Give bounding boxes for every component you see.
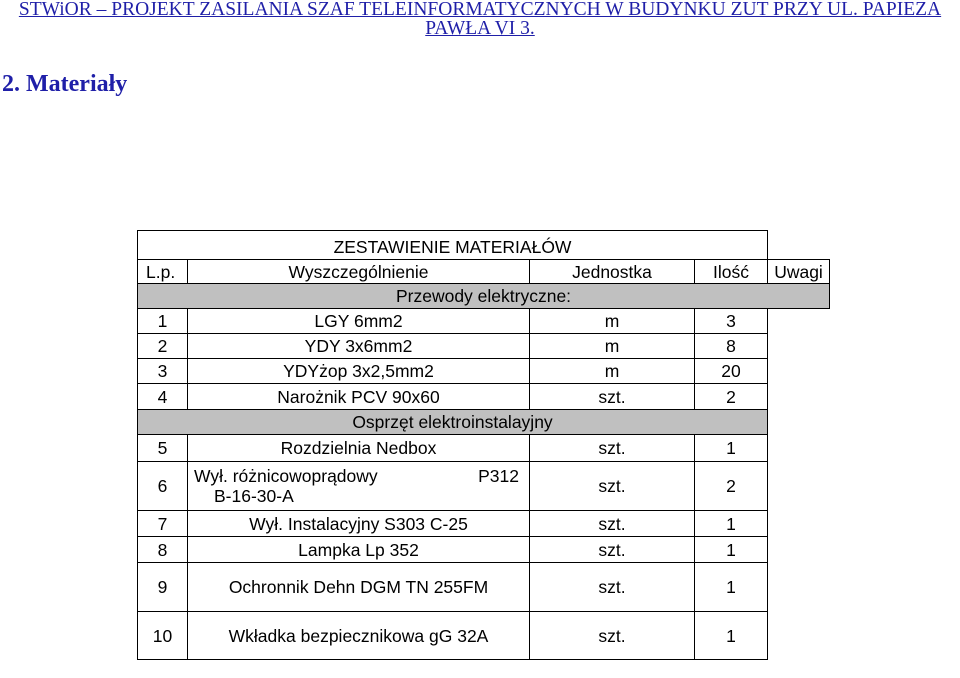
row-unit: m bbox=[530, 359, 695, 384]
row-unit: m bbox=[530, 334, 695, 359]
row-qty: 1 bbox=[695, 563, 768, 612]
header-line-1: STWiOR – PROJEKT ZASILANIA SZAF TELEINFORMATYCZNYCH W BUDYNKU ZUT PRZY UL. PAPIEZA bbox=[18, 0, 942, 20]
col-header-lp: L.p. bbox=[138, 260, 188, 284]
row-qty: 20 bbox=[695, 359, 768, 384]
header-line-2: PAWŁA VI 3. bbox=[425, 18, 535, 39]
row-lp: 10 bbox=[138, 612, 188, 660]
row-unit: m bbox=[530, 309, 695, 334]
row-name: Lampka Lp 352 bbox=[188, 537, 530, 563]
table-title: ZESTAWIENIE MATERIAŁÓW bbox=[138, 231, 768, 260]
group-row bbox=[138, 410, 830, 435]
row-unit: szt. bbox=[530, 612, 695, 660]
row-name: YDY 3x6mm2 bbox=[188, 334, 530, 359]
row-name: Rozdzielnia Nedbox bbox=[188, 435, 530, 462]
table-row bbox=[138, 511, 830, 537]
table-row bbox=[138, 384, 830, 410]
row-unit: szt. bbox=[530, 384, 695, 410]
table-header-row bbox=[138, 260, 830, 284]
row-name: YDYżop 3x2,5mm2 bbox=[188, 359, 530, 384]
row-name-part: Wył. różnicowoprądowy bbox=[194, 466, 378, 486]
row-unit: szt. bbox=[530, 435, 695, 462]
row-qty: 1 bbox=[695, 537, 768, 563]
col-header-name: Wyszczególnienie bbox=[188, 260, 530, 284]
row-name: Wkładka bezpiecznikowa gG 32A bbox=[188, 612, 530, 660]
materials-table bbox=[137, 230, 830, 660]
row-qty: 1 bbox=[695, 511, 768, 537]
row-name bbox=[188, 462, 530, 511]
document-header bbox=[0, 0, 960, 38]
row-lp: 7 bbox=[138, 511, 188, 537]
row-unit: szt. bbox=[530, 462, 695, 511]
row-lp: 2 bbox=[138, 334, 188, 359]
table-row bbox=[138, 462, 830, 511]
row-unit: szt. bbox=[530, 563, 695, 612]
col-header-notes: Uwagi bbox=[768, 260, 830, 284]
table-row bbox=[138, 334, 830, 359]
table-title-row bbox=[138, 231, 830, 260]
row-qty: 8 bbox=[695, 334, 768, 359]
table-row bbox=[138, 359, 830, 384]
table-row bbox=[138, 309, 830, 334]
row-name: Wył. Instalacyjny S303 C-25 bbox=[188, 511, 530, 537]
row-qty: 1 bbox=[695, 612, 768, 660]
row-qty: 2 bbox=[695, 384, 768, 410]
table-row bbox=[138, 537, 830, 563]
group-label: Przewody elektryczne: bbox=[138, 284, 830, 309]
row-qty: 1 bbox=[695, 435, 768, 462]
row-qty: 3 bbox=[695, 309, 768, 334]
table-row bbox=[138, 435, 830, 462]
table-row bbox=[138, 563, 830, 612]
row-lp: 1 bbox=[138, 309, 188, 334]
row-lp: 8 bbox=[138, 537, 188, 563]
row-name-part: P312 bbox=[478, 466, 519, 486]
table-row bbox=[138, 612, 830, 660]
group-label: Osprzęt elektroinstalayjny bbox=[138, 410, 768, 435]
row-unit: szt. bbox=[530, 511, 695, 537]
row-lp: 5 bbox=[138, 435, 188, 462]
row-lp: 6 bbox=[138, 462, 188, 511]
row-unit: szt. bbox=[530, 537, 695, 563]
row-name: Ochronnik Dehn DGM TN 255FM bbox=[188, 563, 530, 612]
col-header-qty: Ilość bbox=[695, 260, 768, 284]
row-lp: 9 bbox=[138, 563, 188, 612]
row-name: LGY 6mm2 bbox=[188, 309, 530, 334]
section-title: 2. Materiały bbox=[2, 71, 128, 97]
col-header-unit: Jednostka bbox=[530, 260, 695, 284]
row-lp: 4 bbox=[138, 384, 188, 410]
row-lp: 3 bbox=[138, 359, 188, 384]
group-row bbox=[138, 284, 830, 309]
row-qty: 2 bbox=[695, 462, 768, 511]
row-name-part: B-16-30-A bbox=[214, 486, 294, 506]
row-name: Narożnik PCV 90x60 bbox=[188, 384, 530, 410]
